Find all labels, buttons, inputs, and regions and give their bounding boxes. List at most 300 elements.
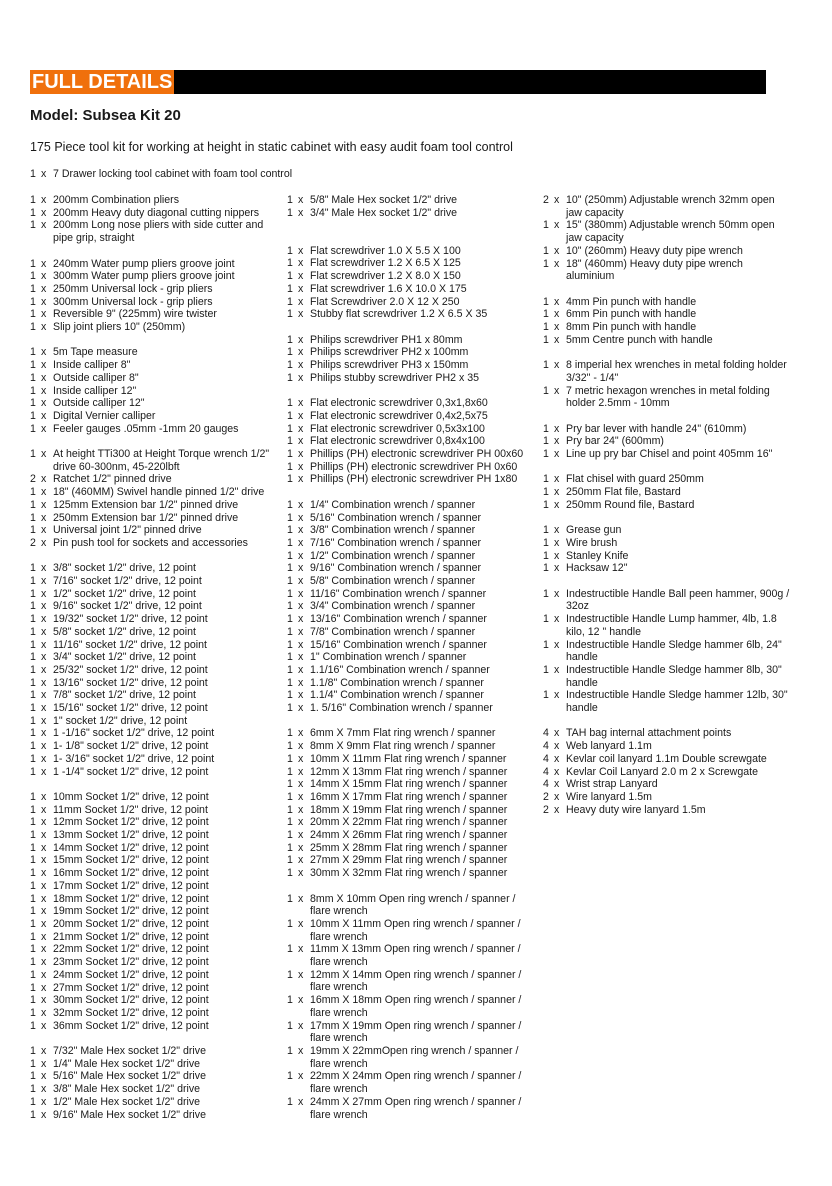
item-desc: 24mm Socket 1/2" drive, 12 point [53, 968, 209, 981]
item-x: x [41, 346, 47, 359]
item-desc: Pry bar 24" (600mm) [566, 435, 664, 448]
items-column-2 [287, 194, 537, 1121]
item-qty: 1 [30, 1083, 36, 1096]
list-item [287, 753, 537, 766]
item-x: x [298, 460, 304, 473]
list-item [287, 677, 537, 690]
item-desc: 3/8" socket 1/2" drive, 12 point [53, 562, 196, 575]
item-desc: 7/16" socket 1/2" drive, 12 point [53, 575, 202, 588]
item-desc: 15mm Socket 1/2" drive, 12 point [53, 854, 209, 867]
item-x: x [41, 219, 47, 232]
item-desc: 1- 1/8" socket 1/2" drive, 12 point [53, 740, 209, 753]
item-qty: 1 [30, 219, 36, 232]
item-qty: 1 [30, 486, 36, 499]
item-qty: 1 [287, 473, 293, 486]
list-item [287, 562, 537, 575]
kit-summary: 175 Piece tool kit for working at height in static cabinet with easy audit foam tool control [30, 140, 513, 154]
item-desc: 12mm X 14mm Open ring wrench / spanner / flare wrench [310, 968, 522, 994]
item-x: x [41, 829, 47, 842]
list-item [287, 651, 537, 664]
item-qty: 1 [30, 346, 36, 359]
item-desc: 21mm Socket 1/2" drive, 12 point [53, 930, 209, 943]
item-qty: 1 [543, 689, 549, 702]
list-item [287, 397, 537, 410]
item-desc: 1. 5/16" Combination wrench / spanner [310, 702, 493, 715]
item-desc: 10" (250mm) Adjustable wrench 32mm open jaw capacity [566, 194, 775, 219]
item-x: x [554, 689, 560, 702]
list-item [30, 207, 286, 220]
item-qty: 1 [287, 498, 293, 511]
item-qty: 1 [287, 549, 293, 562]
item-desc: 17mm Socket 1/2" drive, 12 point [53, 879, 209, 892]
item-desc: 1 -1/16" socket 1/2" drive, 12 point [53, 727, 215, 740]
item-qty: 1 [287, 194, 293, 206]
item-desc: 9/16" socket 1/2" drive, 12 point [53, 600, 202, 613]
item-desc: 5/8" socket 1/2" drive, 12 point [53, 625, 196, 638]
list-spacer [30, 435, 286, 448]
list-item [543, 664, 793, 689]
item-qty: 1 [30, 270, 36, 283]
item-qty: 1 [287, 448, 293, 460]
item-desc: Hacksaw 12" [566, 562, 628, 575]
item-x: x [298, 371, 304, 384]
item-desc: 12mm Socket 1/2" drive, 12 point [53, 816, 209, 829]
item-x: x [41, 752, 47, 765]
item-qty: 1 [287, 867, 293, 880]
item-desc: 16mm X 17mm Flat ring wrench / spanner [310, 790, 508, 803]
item-desc: TAH bag internal attachment points [566, 727, 732, 740]
list-item [287, 689, 537, 702]
item-desc: 5/8" Male Hex socket 1/2" drive [310, 194, 458, 206]
item-desc: 5/8" Combination wrench / spanner [310, 575, 476, 588]
item-desc: 9/16" Combination wrench / spanner [310, 562, 482, 575]
item-desc: 7/16" Combination wrench / spanner [310, 536, 482, 549]
item-x: x [41, 841, 47, 854]
item-desc: 1" socket 1/2" drive, 12 point [53, 714, 188, 727]
item-x: x [41, 994, 47, 1007]
item-qty: 1 [287, 1019, 293, 1032]
item-qty: 1 [30, 676, 36, 689]
item-qty: 1 [543, 257, 549, 270]
item-x: x [298, 803, 304, 816]
item-x: x [41, 892, 47, 905]
item-x: x [298, 651, 304, 664]
list-item [30, 1020, 286, 1033]
list-item [287, 524, 537, 537]
list-item [543, 766, 793, 779]
item-qty: 2 [543, 790, 549, 803]
item-desc: 1.1/8" Combination wrench / spanner [310, 676, 484, 689]
item-x: x [554, 536, 560, 549]
list-item [30, 918, 286, 931]
item-qty: 4 [543, 727, 549, 740]
item-x: x [41, 371, 47, 384]
item-x: x [41, 359, 47, 372]
list-spacer [30, 778, 286, 791]
item-qty: 1 [30, 524, 36, 537]
item-qty: 1 [287, 854, 293, 867]
item-x: x [298, 740, 304, 753]
item-x: x [41, 1070, 47, 1083]
item-x: x [41, 168, 47, 180]
list-item [287, 448, 537, 461]
list-item [287, 550, 537, 563]
item-desc: Philips stubby screwdriver PH2 x 35 [310, 371, 479, 384]
item-x: x [554, 422, 560, 435]
item-x: x [41, 867, 47, 880]
item-x: x [298, 1019, 304, 1032]
item-qty: 1 [543, 613, 549, 626]
item-qty: 1 [287, 244, 293, 257]
item-qty: 2 [30, 473, 36, 486]
list-item [287, 791, 537, 804]
item-x: x [298, 613, 304, 626]
item-x: x [298, 498, 304, 511]
item-x: x [41, 206, 47, 219]
item-desc: Kevlar Coil Lanyard 2.0 m 2 x Screwgate [566, 765, 758, 778]
list-item [287, 867, 537, 880]
item-desc: 16mm Socket 1/2" drive, 12 point [53, 867, 209, 880]
item-qty: 1 [287, 816, 293, 829]
list-item [30, 537, 286, 550]
list-spacer [543, 283, 793, 296]
item-qty: 1 [287, 282, 293, 295]
item-qty: 1 [30, 168, 36, 180]
item-x: x [554, 765, 560, 778]
item-qty: 1 [543, 473, 549, 486]
item-qty: 1 [287, 1070, 293, 1083]
item-x: x [41, 879, 47, 892]
item-desc: Flat electronic screwdriver 0,8x4x100 [310, 435, 485, 448]
list-item [30, 753, 286, 766]
item-desc: 5/16" Combination wrench / spanner [310, 511, 482, 524]
item-desc: 13mm Socket 1/2" drive, 12 point [53, 829, 209, 842]
list-item [287, 270, 537, 283]
item-x: x [298, 435, 304, 448]
item-qty: 1 [30, 714, 36, 727]
item-qty: 1 [287, 536, 293, 549]
item-qty: 1 [287, 917, 293, 930]
item-desc: Flat screwdriver 1.2 X 8.0 X 150 [310, 270, 461, 283]
item-x: x [41, 1095, 47, 1108]
item-desc: 27mm X 29mm Flat ring wrench / spanner [310, 854, 508, 867]
list-item [30, 219, 286, 244]
item-x: x [298, 727, 304, 740]
item-qty: 1 [30, 638, 36, 651]
item-desc: 10" (260mm) Heavy duty pipe wrench [566, 244, 743, 257]
item-x: x [41, 308, 47, 321]
list-item [287, 575, 537, 588]
item-x: x [298, 587, 304, 600]
list-item [30, 296, 286, 309]
item-x: x [298, 282, 304, 295]
list-item [30, 677, 286, 690]
list-item [543, 550, 793, 563]
item-x: x [554, 752, 560, 765]
item-x: x [41, 524, 47, 537]
item-qty: 1 [30, 448, 36, 461]
item-desc: 250mm Round file, Bastard [566, 498, 695, 511]
item-desc: 7/8" Combination wrench / spanner [310, 625, 476, 638]
list-item [30, 905, 286, 918]
list-item [30, 804, 286, 817]
item-x: x [41, 918, 47, 930]
item-x: x [41, 1108, 47, 1121]
item-x: x [41, 1045, 47, 1058]
list-item [30, 308, 286, 321]
item-desc: Flat chisel with guard 250mm [566, 473, 704, 486]
list-item [543, 258, 793, 283]
list-item [30, 740, 286, 753]
item-desc: Grease gun [566, 524, 622, 537]
list-item [287, 702, 537, 715]
item-desc: 30mm Socket 1/2" drive, 12 point [53, 994, 209, 1007]
list-item [30, 194, 286, 207]
item-x: x [298, 841, 304, 854]
item-desc: 10mm Socket 1/2" drive, 12 point [53, 790, 209, 803]
item-x: x [41, 968, 47, 981]
list-item [287, 194, 537, 207]
item-x: x [41, 397, 47, 410]
list-item [543, 423, 793, 436]
item-qty: 1 [287, 600, 293, 613]
item-qty: 1 [30, 740, 36, 753]
item-desc: 15" (380mm) Adjustable wrench 50mm open jaw capacity [566, 219, 775, 245]
item-qty: 1 [287, 346, 293, 359]
item-desc: 5mm Centre punch with handle [566, 333, 713, 346]
item-x: x [41, 1083, 47, 1096]
item-desc: 8mm Pin punch with handle [566, 321, 697, 334]
item-x: x [298, 194, 304, 206]
item-x: x [298, 270, 304, 283]
item-desc: 1/2" socket 1/2" drive, 12 point [53, 587, 196, 600]
item-x: x [41, 1006, 47, 1019]
items-column-3 [543, 194, 793, 816]
item-desc: 14mm X 15mm Flat ring wrench / spanner [310, 778, 508, 791]
item-desc: Pin push tool for sockets and accessories [53, 536, 248, 549]
item-qty: 1 [30, 803, 36, 816]
item-x: x [41, 625, 47, 638]
item-qty: 1 [543, 219, 549, 232]
item-x: x [554, 498, 560, 511]
item-desc: Wrist strap Lanyard [566, 778, 658, 791]
item-desc: 200mm Combination pliers [53, 194, 180, 206]
item-qty: 1 [30, 321, 36, 334]
item-x: x [41, 714, 47, 727]
item-desc: Wire lanyard 1.5m [566, 790, 652, 803]
item-desc: Outside calliper 12" [53, 397, 145, 410]
item-desc: 14mm Socket 1/2" drive, 12 point [53, 841, 209, 854]
item-desc: 13/16" Combination wrench / spanner [310, 613, 487, 626]
item-x: x [41, 956, 47, 969]
list-item [287, 308, 537, 321]
item-desc: 24mm X 26mm Flat ring wrench / spanner [310, 829, 508, 842]
item-qty: 1 [287, 968, 293, 981]
list-item [30, 943, 286, 956]
item-qty: 1 [543, 422, 549, 435]
item-qty: 1 [287, 752, 293, 765]
item-x: x [298, 892, 304, 905]
item-qty: 1 [543, 562, 549, 575]
item-desc: Philips screwdriver PH3 x 150mm [310, 359, 469, 372]
list-item [287, 816, 537, 829]
list-spacer [287, 385, 537, 398]
list-spacer [287, 321, 537, 334]
item-qty: 1 [30, 511, 36, 524]
item-x: x [41, 270, 47, 283]
list-item [287, 842, 537, 855]
list-item [287, 588, 537, 601]
list-item [30, 397, 286, 410]
list-item [287, 854, 537, 867]
list-item [30, 651, 286, 664]
item-desc: 250mm Universal lock - grip pliers [53, 282, 213, 295]
item-x: x [298, 549, 304, 562]
list-item [30, 893, 286, 906]
item-x: x [554, 803, 560, 816]
list-item [543, 448, 793, 461]
item-desc: 15/16" Combination wrench / spanner [310, 638, 487, 651]
item-desc: 250mm Flat file, Bastard [566, 486, 681, 499]
list-item [543, 219, 793, 244]
item-qty: 1 [30, 257, 36, 270]
item-desc: 6mm X 7mm Flat ring wrench / spanner [310, 727, 496, 740]
item-desc: Web lanyard 1.1m [566, 740, 652, 753]
list-item [287, 423, 537, 436]
item-x: x [41, 511, 47, 524]
list-item [30, 1083, 286, 1096]
item-desc: 9/16" Male Hex socket 1/2" drive [53, 1108, 206, 1121]
item-qty: 1 [30, 841, 36, 854]
full-details-title: FULL DETAILS [32, 71, 173, 93]
list-item [30, 486, 286, 499]
item-desc: Phillips (PH) electronic screwdriver PH 00x60 [310, 448, 524, 460]
list-item [287, 613, 537, 626]
item-desc: 3/4" Combination wrench / spanner [310, 600, 476, 613]
item-x: x [41, 384, 47, 397]
item-desc: 19mm Socket 1/2" drive, 12 point [53, 905, 209, 918]
item-x: x [41, 740, 47, 753]
item-x: x [41, 257, 47, 270]
list-item [30, 880, 286, 893]
item-x: x [298, 346, 304, 359]
item-qty: 1 [30, 295, 36, 308]
item-x: x [298, 994, 304, 1007]
item-qty: 1 [287, 689, 293, 702]
item-x: x [298, 562, 304, 575]
item-qty: 1 [287, 841, 293, 854]
list-item [287, 740, 537, 753]
item-qty: 1 [543, 536, 549, 549]
list-item [287, 804, 537, 817]
list-item [30, 829, 286, 842]
item-x: x [554, 663, 560, 676]
item-desc: 36mm Socket 1/2" drive, 12 point [53, 1019, 209, 1032]
item-x: x [298, 397, 304, 410]
item-x: x [554, 308, 560, 321]
item-desc: Indestructible Handle Sledge hammer 8lb, 30" handle [566, 663, 782, 689]
item-desc: Flat electronic screwdriver 0,4x2,5x75 [310, 409, 488, 422]
list-item [30, 994, 286, 1007]
item-qty: 1 [287, 1045, 293, 1057]
item-qty: 1 [543, 663, 549, 676]
header-banner [30, 70, 766, 94]
list-item [543, 537, 793, 550]
item-x: x [298, 867, 304, 880]
item-x: x [298, 676, 304, 689]
list-item [30, 727, 286, 740]
list-item [30, 1070, 286, 1083]
list-item [30, 372, 286, 385]
list-item [30, 1045, 286, 1058]
item-qty: 1 [543, 486, 549, 499]
item-qty: 1 [30, 613, 36, 626]
item-x: x [41, 765, 47, 778]
list-item [30, 270, 286, 283]
item-qty: 1 [30, 308, 36, 321]
item-qty: 1 [30, 879, 36, 892]
list-item [30, 575, 286, 588]
list-item [30, 664, 286, 677]
item-qty: 1 [287, 257, 293, 270]
item-qty: 1 [287, 702, 293, 715]
item-x: x [298, 257, 304, 270]
list-spacer [30, 550, 286, 563]
item-qty: 1 [30, 816, 36, 829]
item-desc: 1.1/16" Combination wrench / spanner [310, 663, 490, 676]
list-item [30, 867, 286, 880]
list-item [543, 359, 793, 384]
cabinet-line [30, 168, 292, 180]
item-desc: Philips screwdriver PH1 x 80mm [310, 333, 463, 346]
list-item [287, 969, 537, 994]
item-qty: 1 [30, 359, 36, 372]
item-x: x [554, 321, 560, 334]
list-item [30, 956, 286, 969]
list-item [287, 512, 537, 525]
item-x: x [41, 498, 47, 511]
list-item [287, 435, 537, 448]
item-qty: 1 [543, 638, 549, 651]
item-desc: 3/8" Combination wrench / spanner [310, 524, 476, 537]
item-x: x [41, 930, 47, 943]
item-qty: 1 [30, 575, 36, 588]
item-qty: 1 [287, 359, 293, 372]
item-desc: Feeler gauges .05mm -1mm 20 gauges [53, 422, 239, 435]
item-x: x [41, 1019, 47, 1032]
list-item [30, 1007, 286, 1020]
item-desc: 19mm X 22mmOpen ring wrench / spanner / flare wrench [310, 1045, 519, 1070]
item-qty: 1 [543, 333, 549, 346]
item-desc: Phillips (PH) electronic screwdriver PH 1x80 [310, 473, 518, 486]
list-item [287, 1045, 537, 1070]
list-item [30, 791, 286, 804]
item-qty: 1 [287, 435, 293, 448]
item-desc: 1/4" Male Hex socket 1/2" drive [53, 1057, 201, 1070]
item-x: x [41, 981, 47, 994]
list-item [30, 1058, 286, 1071]
item-desc: Pry bar lever with handle 24" (610mm) [566, 422, 747, 435]
item-x: x [41, 638, 47, 651]
item-x: x [298, 638, 304, 651]
list-item [287, 664, 537, 677]
list-item [287, 943, 537, 968]
item-x: x [298, 968, 304, 981]
item-qty: 1 [30, 651, 36, 664]
item-x: x [554, 613, 560, 626]
item-x: x [298, 778, 304, 791]
item-desc: 1 -1/4" socket 1/2" drive, 12 point [53, 765, 209, 778]
